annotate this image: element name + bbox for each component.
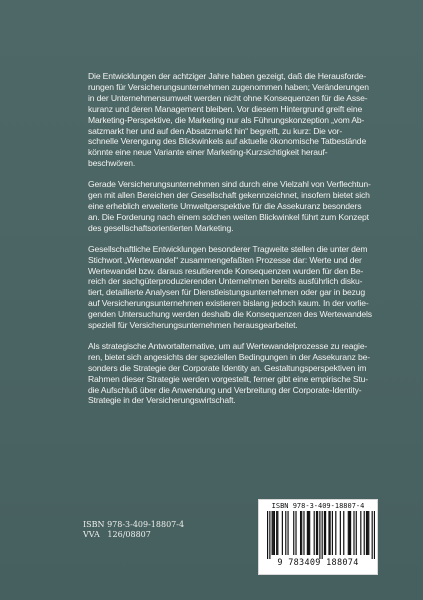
blurb-paragraph-2 bbox=[88, 179, 384, 234]
barcode-bar bbox=[287, 511, 288, 555]
barcode-bar bbox=[350, 511, 351, 555]
barcode-bar bbox=[309, 511, 310, 555]
text-line: auf Versicherungsunternehmen existieren bislang jedoch kaum. In der vorlie- bbox=[88, 298, 369, 309]
text-line: eine erheblich erweiterte Umweltperspektive für die Assekuranz besonders bbox=[88, 200, 362, 211]
text-line: Rahmen dieser Strategie werden vorgestellt, ferner gibt eine empirische Stu- bbox=[88, 373, 368, 384]
barcode-bar bbox=[356, 511, 357, 555]
barcode bbox=[258, 499, 378, 575]
text-line: Strategie in der Versicherungswirtschaft. bbox=[88, 395, 236, 406]
vva-line: VVA 126/08807 bbox=[83, 530, 151, 539]
barcode-bar bbox=[364, 511, 365, 555]
barcode-bar bbox=[328, 511, 329, 555]
barcode-bar bbox=[285, 511, 286, 555]
barcode-bar bbox=[274, 511, 275, 555]
text-line: Wertewandel bzw. daraus resultierende Konsequenzen wurden für den Be- bbox=[88, 265, 364, 276]
text-line: in der Unternehmensumwelt werden nicht ohne Konsequenzen für die Asse- bbox=[88, 92, 368, 103]
barcode-bar bbox=[314, 511, 315, 555]
barcode-bar bbox=[308, 511, 309, 555]
barcode-bar bbox=[360, 511, 361, 555]
text-line: rungen für Versicherungsunternehmen zugenommen haben; Veränderungen bbox=[88, 81, 369, 92]
barcode-bar bbox=[267, 511, 268, 559]
barcode-bar bbox=[277, 511, 278, 555]
barcode-bar bbox=[273, 511, 274, 555]
barcode-bar bbox=[332, 511, 333, 555]
blurb-paragraph-4 bbox=[88, 341, 384, 406]
text-line: genden Untersuchung werden deshalb die Konsequenzen des Wertewandels bbox=[88, 309, 372, 320]
text-line: Als strategische Antwortalternative, um auf Wertewandelprozesse zu reagie- bbox=[88, 340, 368, 351]
barcode-bar bbox=[372, 511, 373, 559]
text-line: ren, bietet sich angesichts der speziellen Bedingungen in der Assekuranz be- bbox=[88, 351, 370, 362]
barcode-digits: 9 783409 188074 bbox=[277, 558, 359, 568]
text-line: schnelle Verengung des Blickwinkels auf aktuelle ökonomische Tatbestände bbox=[88, 136, 367, 147]
barcode-bar bbox=[322, 511, 323, 559]
barcode-bar bbox=[307, 511, 308, 555]
barcode-bars bbox=[267, 511, 375, 559]
text-line: an. Die Forderung nach einem solchen weiten Blickwinkel führt zum Konzept bbox=[88, 211, 369, 222]
barcode-bar bbox=[293, 511, 294, 555]
barcode-bar bbox=[348, 511, 349, 555]
text-line: Gesellschaftliche Entwicklungen besonderer Tragweite stellen die unter dem bbox=[88, 243, 368, 254]
text-line: könnte eine neue Variante einer Marketing-Kurzsichtigkeit herauf- bbox=[88, 147, 328, 158]
text-line: gen mit allen Bereichen der Gesellschaft gekennzeichnet, insofern bietet sich bbox=[88, 190, 370, 201]
text-line: die Aufschluß über die Anwendung und Verbreitung der Corporate-Identity- bbox=[88, 384, 362, 395]
text-line: des gesellschaftsorientierten Marketing. bbox=[88, 222, 234, 233]
text-line: Die Entwicklungen der achtziger Jahre haben gezeigt, daß die Herausforde- bbox=[88, 71, 367, 81]
isbn-line: ISBN 978-3-409-18807-4 bbox=[83, 520, 185, 529]
barcode-bar bbox=[366, 511, 367, 555]
text-line: satzmarkt her und auf den Absatzmarkt hin“ begreift, zu kurz: Die vor- bbox=[88, 125, 343, 136]
barcode-bar bbox=[324, 511, 325, 555]
text-line: Gerade Versicherungsunternehmen sind durch eine Vielzahl von Verflechtun- bbox=[88, 179, 371, 190]
barcode-bar bbox=[300, 511, 301, 555]
blurb-text bbox=[88, 71, 384, 416]
isbn-block bbox=[83, 520, 223, 540]
barcode-bar bbox=[272, 511, 273, 555]
barcode-bar bbox=[353, 511, 354, 555]
barcode-bar bbox=[303, 511, 304, 555]
barcode-bar bbox=[349, 511, 350, 555]
barcode-bar bbox=[335, 511, 336, 555]
blurb-paragraph-3 bbox=[88, 244, 384, 331]
barcode-bar bbox=[330, 511, 331, 555]
barcode-bar bbox=[269, 511, 270, 559]
barcode-bar bbox=[317, 511, 318, 555]
barcode-bar bbox=[282, 511, 283, 555]
text-line: Marketing-Perspektive, die Marketing nur als Führungskonzeption „vom Ab- bbox=[88, 114, 365, 125]
barcode-bar bbox=[319, 511, 320, 559]
barcode-bar bbox=[301, 511, 302, 555]
barcode-bar bbox=[325, 511, 326, 555]
barcode-bar bbox=[374, 511, 375, 559]
barcode-bar bbox=[276, 511, 277, 555]
text-line: kuranz und deren Management bleiben. Vor diesem Hintergrund greift eine bbox=[88, 103, 363, 114]
barcode-bar bbox=[368, 511, 369, 555]
text-line: Stichwort „Wertewandel“ zusammengefaßten Prozesse dar: Werte und der bbox=[88, 254, 362, 265]
barcode-bar bbox=[340, 511, 341, 555]
barcode-bar bbox=[316, 511, 317, 555]
text-line: beschwören. bbox=[88, 158, 136, 169]
text-line: speziell für Versicherungsunternehmen herausgearbeitet. bbox=[88, 320, 298, 331]
barcode-bar bbox=[295, 511, 296, 555]
text-line: reich der sachgüterproduzierenden Unternehmen bereits ausführlich disku- bbox=[88, 276, 363, 287]
barcode-isbn-text: ISBN 978-3-409-18807-4 bbox=[271, 502, 365, 510]
text-line: sonders die Strategie der Corporate Identity an. Gestaltungsperspektiven im bbox=[88, 362, 367, 373]
barcode-bar bbox=[367, 511, 368, 555]
barcode-bar bbox=[343, 511, 344, 555]
text-line: tiert, detaillierte Analysen für Dienstleistungsunternehmen oder gar in bezug bbox=[88, 287, 365, 298]
blurb-paragraph-1 bbox=[88, 71, 384, 169]
